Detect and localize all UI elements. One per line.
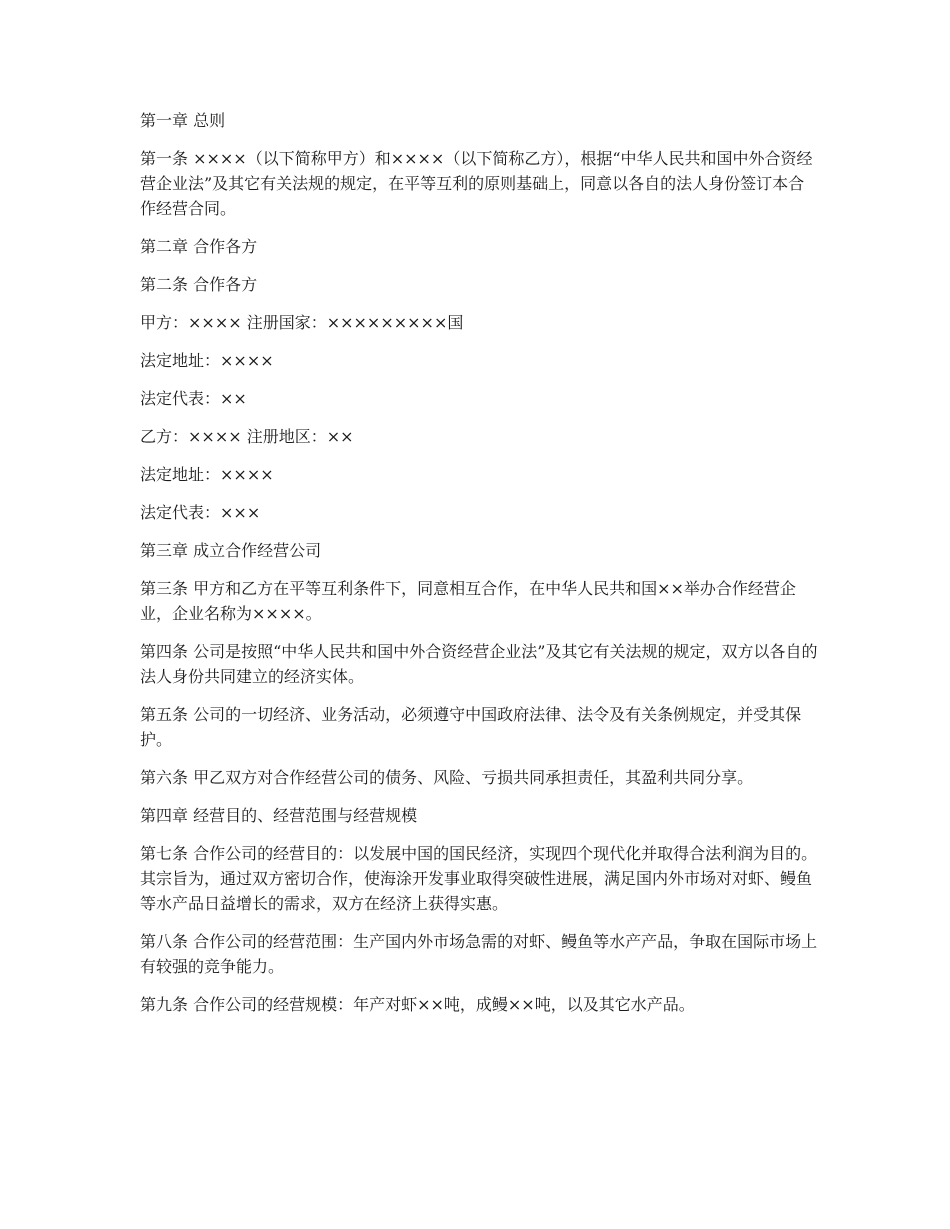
- article-4: 第四条 公司是按照“中华人民共和国中外合资经营企业法”及其它有关法规的规定，双方以各自的法人身份共同建立的经济实体。: [140, 642, 818, 686]
- article-3: 第三条 甲方和乙方在平等互利条件下，同意相互合作，在中华人民共和国××举办合作经营企业，企业名称为××××。: [140, 579, 796, 623]
- party-b-info: 乙方：×××× 注册地区：××: [140, 427, 354, 446]
- article-8: 第八条 合作公司的经营范围：生产国内外市场急需的对虾、鳗鱼等水产产品，争取在国际市场上有较强的竞争能力。: [140, 932, 818, 976]
- article-5: 第五条 公司的一切经济、业务活动，必须遵守中国政府法律、法令及有关条例规定，并受其保护。: [140, 705, 802, 749]
- article-1: 第一条 ××××（以下简称甲方）和××××（以下简称乙方），根据“中华人民共和国中外合资经营企业法”及其它有关法规的规定，在平等互利的原则基础上，同意以各自的法人身份签订本合作经营合同。: [140, 149, 813, 218]
- party-a-address: 法定地址：××××: [140, 351, 274, 370]
- chapter-3-heading: 第三章 成立合作经营公司: [140, 541, 322, 560]
- chapter-1-heading: 第一章 总则: [140, 111, 226, 130]
- article-9: 第九条 合作公司的经营规模：年产对虾××吨，成鳗××吨，以及其它水产品。: [140, 995, 695, 1014]
- article-2: 第二条 合作各方: [140, 275, 258, 294]
- chapter-2-heading: 第二章 合作各方: [140, 237, 258, 256]
- party-a-representative: 法定代表：××: [140, 389, 247, 408]
- party-a-info: 甲方：×××× 注册国家：×××××××××国: [140, 313, 464, 332]
- party-b-address: 法定地址：××××: [140, 465, 274, 484]
- article-7: 第七条 合作公司的经营目的：以发展中国的国民经济，实现四个现代化并取得合法利润为目的。其宗旨为，通过双方密切合作，使海涂开发事业取得突破性进展，满足国内外市场对对虾、鳗鱼等水产品日益增长的需求，双方在经济上获得实惠。: [140, 844, 818, 913]
- chapter-4-heading: 第四章 经营目的、经营范围与经营规模: [140, 806, 418, 825]
- document-page: [140, 108, 820, 1030]
- party-b-representative: 法定代表：×××: [140, 503, 261, 522]
- article-6: 第六条 甲乙双方对合作经营公司的债务、风险、亏损共同承担责任，其盈利共同分享。: [140, 768, 754, 787]
